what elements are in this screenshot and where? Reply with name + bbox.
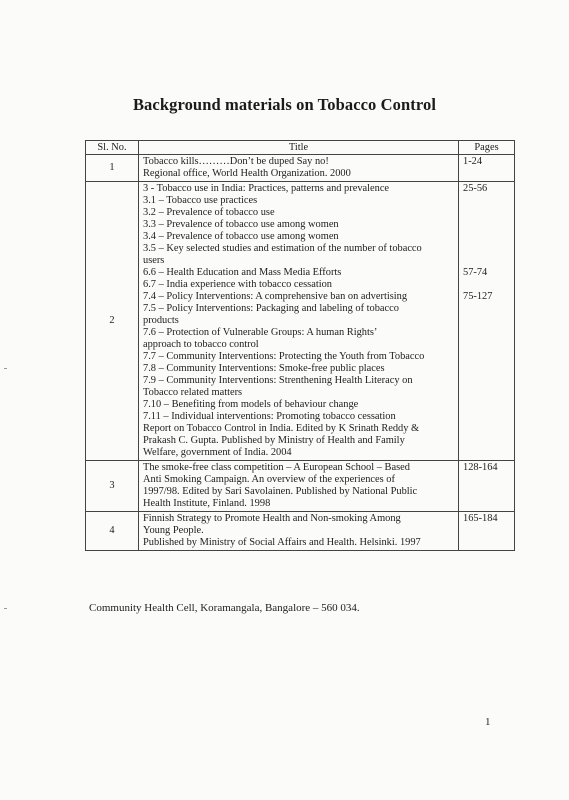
row-sl-no: 1 — [86, 155, 139, 182]
row-pages — [459, 155, 515, 182]
title-line: 7.8 – Community Interventions: Smoke-free public places — [143, 363, 385, 374]
row-pages — [459, 182, 515, 461]
document-title: Background materials on Tobacco Control — [132, 95, 437, 114]
title-line: Regional office, World Health Organization. 2000 — [143, 168, 351, 179]
page-range: 25-56 — [463, 183, 488, 194]
title-line: approach to tobacco control — [143, 339, 259, 350]
title-line: 3.4 – Prevalence of tobacco use among women — [143, 231, 339, 242]
row-title — [139, 461, 459, 512]
title-line: users — [143, 255, 165, 266]
materials-table — [85, 140, 515, 551]
title-line: products — [143, 315, 179, 326]
title-line: Tobacco related matters — [143, 387, 243, 398]
page-range: 1-24 — [463, 156, 483, 167]
title-line: Prakash C. Gupta. Published by Ministry of Health and Family — [143, 435, 405, 446]
row-title — [139, 512, 459, 551]
title-line: Report on Tobacco Control in India. Edited by K Srinath Reddy & — [143, 423, 420, 434]
title-line: The smoke-free class competition – A European School – Based — [143, 462, 410, 473]
row-sl-no: 3 — [86, 461, 139, 512]
row-sl-no: 2 — [86, 182, 139, 461]
header-title: Title — [139, 141, 459, 155]
title-line: Tobacco kills………Don’t be duped Say no! — [143, 156, 329, 167]
title-line: 7.11 – Individual interventions: Promoting tobacco cessation — [143, 411, 396, 422]
footer-address: Community Health Cell, Koramangala, Bangalore – 560 034. — [89, 602, 360, 614]
title-line: Welfare, government of India. 2004 — [143, 447, 292, 458]
row-title — [139, 182, 459, 461]
title-line: Anti Smoking Campaign. An overview of the experiences of — [143, 474, 395, 485]
page-range: 57-74 — [463, 267, 488, 278]
title-line: Finnish Strategy to Promote Health and Non-smoking Among — [143, 513, 401, 524]
table-row — [86, 155, 515, 182]
title-line: 7.6 – Protection of Vulnerable Groups: A human Rights’ — [143, 327, 378, 338]
title-line: 3.1 – Tobacco use practices — [143, 195, 258, 206]
page-range: 75-127 — [463, 291, 493, 302]
title-line: 3 - Tobacco use in India: Practices, patterns and prevalence — [143, 183, 390, 194]
title-line: 3.3 – Prevalence of tobacco use among women — [143, 219, 339, 230]
scan-artifact — [4, 368, 7, 369]
title-line: 7.7 – Community Interventions: Protecting the Youth from Tobacco — [143, 351, 425, 362]
title-line: 1997/98. Edited by Sari Savolainen. Published by National Public — [143, 486, 418, 497]
title-line: 3.5 – Key selected studies and estimation of the number of tobacco — [143, 243, 422, 254]
header-sl-no: Sl. No. — [86, 141, 139, 155]
page-range: 128-164 — [463, 462, 498, 473]
title-line: Young People. — [143, 525, 204, 536]
page-range: 165-184 — [463, 513, 498, 524]
title-line: 7.9 – Community Interventions: Strenthening Health Literacy on — [143, 375, 413, 386]
row-pages — [459, 461, 515, 512]
table-row — [86, 182, 515, 461]
title-line: 6.7 – India experience with tobacco cessation — [143, 279, 332, 290]
table-row — [86, 461, 515, 512]
title-line: 7.10 – Benefiting from models of behaviour change — [143, 399, 359, 410]
table-row — [86, 512, 515, 551]
page-number: 1 — [485, 716, 491, 728]
title-line: 7.5 – Policy Interventions: Packaging and labeling of tobacco — [143, 303, 399, 314]
title-line: Published by Ministry of Social Affairs and Health. Helsinki. 1997 — [143, 537, 421, 548]
row-pages — [459, 512, 515, 551]
table-header-row — [86, 141, 515, 155]
row-sl-no: 4 — [86, 512, 139, 551]
title-line: 3.2 – Prevalence of tobacco use — [143, 207, 275, 218]
scan-artifact — [4, 608, 7, 609]
header-pages: Pages — [459, 141, 515, 155]
title-line: 7.4 – Policy Interventions: A comprehensive ban on advertising — [143, 291, 408, 302]
title-line: 6.6 – Health Education and Mass Media Efforts — [143, 267, 342, 278]
title-line: Health Institute, Finland. 1998 — [143, 498, 271, 509]
row-title — [139, 155, 459, 182]
